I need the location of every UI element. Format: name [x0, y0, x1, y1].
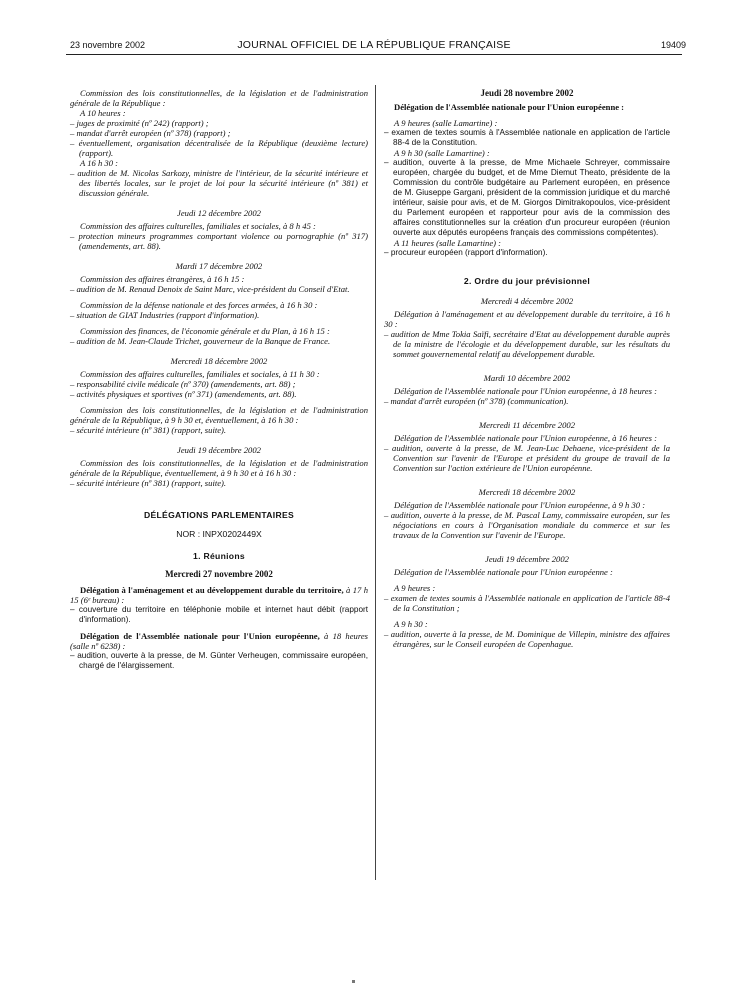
date-heading: Jeudi 19 décembre 2002	[177, 445, 261, 455]
print-mark	[352, 980, 355, 983]
delegation-heading	[70, 585, 368, 605]
agenda-item: – examen de textes soumis à l'Assemblée nationale en application de l'article 88-4 de la Constitution ;	[384, 593, 670, 613]
delegation-name: Délégation à l'aménagement et au développement durable du territoire,	[80, 585, 344, 595]
committee-heading: Commission des affaires étrangères, à 16 h 15 :	[80, 274, 245, 284]
date-heading: Jeudi 12 décembre 2002	[177, 208, 261, 218]
agenda-item: – juges de proximité (nº 242) (rapport) ;	[70, 118, 209, 128]
time-label: A 9 h 30 (salle Lamartine) :	[394, 148, 490, 158]
committee-heading: Commission des affaires culturelles, familiales et sociales, à 8 h 45 :	[80, 221, 316, 231]
date-heading: Mercredi 27 novembre 2002	[165, 569, 273, 579]
agenda-item: – audition, ouverte à la presse, de Mme Michaele Schreyer, commissaire européen, chargée du budget, et de Mme Diemut Theato, présidente de la Commission du contrôle budgétaire au Parlement européen, en présence de M. Giuseppe Gargani, président de la commission juridique et du marché intérieur, saisie pour avis, et de M. Giorgos Dimitrakopoulos, vice-président du Parlement européen et rapporteur pour avis de la commission des affaires constitutionnelles sur la création d'un procureur européen (réunion ouverte aux députés européens français des commissions compétentes).	[384, 158, 670, 237]
delegation-time: à 18 heures (salle nº 6238) :	[70, 631, 369, 651]
delegation-heading: Délégation de l'Assemblée nationale pour l'Union européenne, à 9 h 30 :	[394, 500, 646, 510]
date-heading: Mercredi 18 décembre 2002	[478, 487, 576, 497]
agenda-item: – audition, ouverte à la presse, de M. Jean-Luc Dehaene, vice-président de la Convention sur l'avenir de l'Europe et président du groupe de travail de la Convention sur l'action extérieure de l'Union européenne.	[384, 443, 670, 473]
date-heading: Jeudi 28 novembre 2002	[480, 88, 574, 98]
delegation-heading: Délégation de l'Assemblée nationale pour l'Union européenne :	[394, 102, 625, 112]
agenda-item: – audition, ouverte à la presse, de M. Dominique de Villepin, ministre des affaires étrangères, sur le Conseil européen de Copenhague.	[384, 629, 670, 649]
delegation-heading	[70, 631, 368, 651]
agenda-item: – sécurité intérieure (nº 381) (rapport, suite).	[70, 425, 227, 435]
right-column	[384, 88, 670, 649]
agenda-item: – examen de textes soumis à l'Assemblée nationale en application de l'article 88-4 de la Constitution.	[384, 128, 670, 147]
agenda-item: – mandat d'arrêt européen (nº 378) (communication).	[384, 396, 569, 406]
agenda-item: – situation de GIAT Industries (rapport d'information).	[70, 310, 260, 320]
delegation-time: à 17 h 15 (6ᵉ bureau) :	[70, 585, 368, 605]
left-column	[70, 88, 368, 671]
agenda-item: – audition de Mme Tokia Saïfi, secrétaire d'Etat au développement durable auprès de la ministre de l'écologie et du développement durable, sur les résultats du sommet gouvernemental relatif au développement durable.	[384, 329, 670, 359]
committee-heading: Commission des affaires culturelles, familiales et sociales, à 11 h 30 :	[80, 369, 320, 379]
time-label: A 9 heures :	[394, 583, 436, 593]
agenda-item: – mandat d'arrêt européen (nº 378) (rapport) ;	[70, 128, 231, 138]
date-heading: Mardi 17 décembre 2002	[175, 261, 263, 271]
date-heading: Mercredi 18 décembre 2002	[170, 356, 268, 366]
agenda-item: – procureur européen (rapport d'information).	[384, 248, 548, 257]
date-heading: Mercredi 11 décembre 2002	[478, 420, 575, 430]
agenda-item: – audition de M. Nicolas Sarkozy, ministre de l'intérieur, de la sécurité intérieure et des libertés locales, sur le projet de loi pour la sécurité intérieure (nº 381) et discussion générale.	[70, 168, 368, 198]
time-label: A 11 heures (salle Lamartine) :	[394, 238, 502, 248]
agenda-item: – audition de M. Jean-Claude Trichet, gouverneur de la Banque de France.	[70, 336, 331, 346]
section-title: DÉLÉGATIONS PARLEMENTAIRES	[143, 510, 295, 520]
column-divider	[375, 85, 376, 880]
date-heading: Mardi 10 décembre 2002	[483, 373, 571, 383]
agenda-item: – audition, ouverte à la presse, de M. Pascal Lamy, commissaire européen, sur les négociations en cours à l'Organisation mondiale du commerce et sur les travaux de la Convention sur l'avenir de l'Europe.	[384, 510, 670, 540]
committee-heading: Commission des finances, de l'économie générale et du Plan, à 16 h 15 :	[80, 326, 330, 336]
date-heading: Mercredi 4 décembre 2002	[480, 296, 574, 306]
delegation-name: Délégation de l'Assemblée nationale pour l'Union européenne,	[80, 631, 320, 641]
committee-heading: Commission de la défense nationale et des forces armées, à 16 h 30 :	[80, 300, 318, 310]
committee-heading: Commission des lois constitutionnelles, de la législation et de l'administration générale de la République :	[70, 88, 368, 108]
time-label: A 9 h 30 :	[394, 619, 428, 629]
agenda-item: – sécurité intérieure (nº 381) (rapport, suite).	[70, 478, 227, 488]
time-label: A 9 heures (salle Lamartine) :	[394, 118, 498, 128]
committee-heading: Commission des lois constitutionnelles, de la législation et de l'administration générale de la République, éventuellement, à 9 h 30 et à 16 h 30 :	[70, 458, 368, 478]
delegation-heading: Délégation à l'aménagement et au développement durable du territoire, à 16 h 30 :	[384, 309, 670, 329]
journal-title: JOURNAL OFFICIEL DE LA RÉPUBLIQUE FRANÇAISE	[237, 39, 511, 51]
time-label: A 10 heures :	[80, 108, 126, 118]
agenda-item: – audition, ouverte à la presse, de M. Günter Verheugen, commissaire européen, chargé de l'élargissement.	[70, 651, 368, 670]
date-heading: Jeudi 19 décembre 2002	[485, 554, 569, 564]
page-number: 19409	[660, 40, 686, 50]
delegation-heading: Délégation de l'Assemblée nationale pour l'Union européenne :	[394, 567, 613, 577]
agenda-item: – couverture du territoire en téléphonie mobile et internet haut débit (rapport d'information).	[70, 605, 368, 624]
subsection-title: 1. Réunions	[192, 551, 245, 561]
nor-reference: NOR : INPX0202449X	[176, 529, 262, 539]
time-label: A 16 h 30 :	[80, 158, 119, 168]
header-rule	[66, 54, 682, 55]
agenda-item: – responsabilité civile médicale (nº 370) (amendements, art. 88) ;	[70, 379, 296, 389]
agenda-item: – éventuellement, organisation décentralisée de la République (deuxième lecture) (rapport).	[70, 138, 368, 158]
agenda-item: – activités physiques et sportives (nº 371) (amendements, art. 88).	[70, 389, 297, 399]
page-header	[0, 40, 748, 54]
committee-heading: Commission des lois constitutionnelles, de la législation et de l'administration générale de la République, à 9 h 30 et, éventuellement, à 16 h 30 :	[70, 405, 368, 425]
agenda-item: – audition de M. Renaud Denoix de Saint Marc, vice-président du Conseil d'Etat.	[70, 284, 350, 294]
delegation-heading: Délégation de l'Assemblée nationale pour l'Union européenne, à 18 heures :	[394, 386, 657, 396]
subsection-title: 2. Ordre du jour prévisionnel	[463, 276, 591, 286]
agenda-item: – protection mineurs programmes comportant violence ou pornographie (nº 317) (amendements, art. 88).	[70, 231, 368, 251]
header-date: 23 novembre 2002	[70, 40, 146, 50]
delegation-heading: Délégation de l'Assemblée nationale pour l'Union européenne, à 16 heures :	[394, 433, 657, 443]
